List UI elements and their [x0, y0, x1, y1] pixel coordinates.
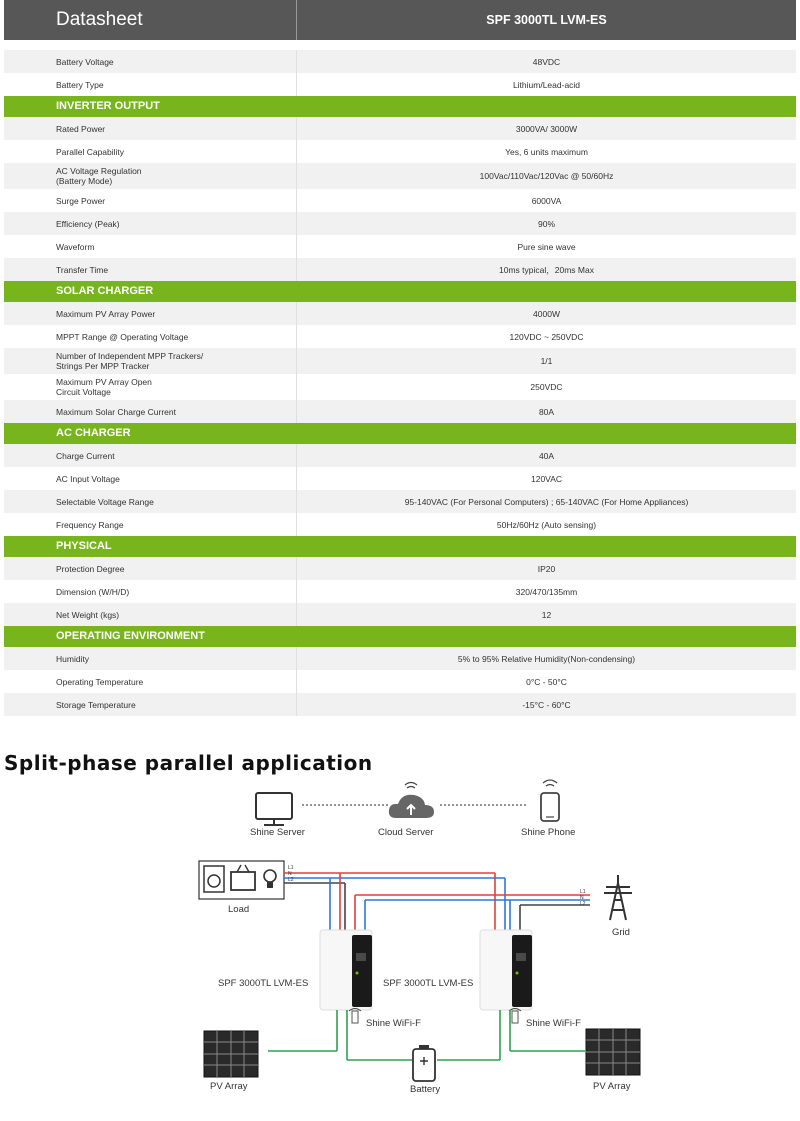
spec-value: 10ms typical，20ms Max	[296, 258, 796, 281]
pv-right-label: PV Array	[593, 1081, 631, 1092]
spec-value: 3000VA/ 3000W	[296, 117, 796, 140]
spec-label: Operating Temperature	[56, 676, 144, 687]
spec-row	[4, 140, 796, 163]
spec-value: 120VAC	[296, 467, 796, 490]
datasheet-title: Datasheet	[56, 9, 143, 30]
datasheet-header	[4, 0, 796, 40]
section-heading: PHYSICAL	[4, 536, 796, 557]
spec-row	[4, 302, 796, 325]
wifi-right-label: Shine WiFi-F	[526, 1018, 581, 1029]
load-label: Load	[228, 904, 250, 915]
spec-row	[4, 258, 796, 281]
spec-row	[4, 212, 796, 235]
spec-row	[4, 374, 796, 400]
spec-value: 90%	[296, 212, 796, 235]
inverter-right-label: SPF 3000TL LVM-ES	[383, 978, 474, 989]
wifi-left-label: Shine WiFi-F	[366, 1018, 421, 1029]
spec-value: 4000W	[296, 302, 796, 325]
spec-value: 95-140VAC (For Personal Computers) ; 65-140VAC (For Home Appliances)	[296, 490, 796, 513]
spec-label: AC Voltage Regulation (Battery Mode)	[56, 166, 142, 186]
spec-row	[4, 467, 796, 490]
spec-label: Rated Power	[56, 123, 106, 134]
spec-label: Battery Type	[56, 79, 104, 90]
inverter-right-icon	[480, 930, 532, 1010]
grid-l1-label: L1	[580, 889, 586, 895]
inverter-left-label: SPF 3000TL LVM-ES	[218, 978, 309, 989]
spec-label: Charge Current	[56, 450, 115, 461]
spec-row	[4, 163, 796, 189]
spec-row	[4, 603, 796, 626]
spec-label: Number of Independent MPP Trackers/ Strings Per MPP Tracker	[56, 351, 204, 371]
spec-label: Storage Temperature	[56, 699, 136, 710]
section-heading: INVERTER OUTPUT	[4, 96, 796, 117]
spec-label: Transfer Time	[56, 264, 109, 275]
pv-array-right-icon	[586, 1029, 640, 1075]
cloud-icon	[389, 783, 434, 819]
spec-value: 12	[296, 603, 796, 626]
spec-row	[4, 693, 796, 716]
load-n-label: N	[288, 871, 292, 877]
spec-value: 320/470/135mm	[296, 580, 796, 603]
spec-row	[4, 73, 796, 96]
battery-label: Battery	[410, 1084, 441, 1095]
section-heading: AC CHARGER	[4, 423, 796, 444]
battery-icon	[413, 1045, 435, 1081]
spec-value: 48VDC	[296, 50, 796, 73]
spec-value: 1/1	[296, 348, 796, 374]
spec-label: Maximum Solar Charge Current	[56, 406, 176, 417]
spec-label: MPPT Range @ Operating Voltage	[56, 331, 189, 342]
spec-row	[4, 235, 796, 258]
spec-label: Surge Power	[56, 195, 106, 206]
spec-value: 250VDC	[296, 374, 796, 400]
section-heading: OPERATING ENVIRONMENT	[4, 626, 796, 647]
spec-label: Selectable Voltage Range	[56, 496, 154, 507]
spec-row	[4, 513, 796, 536]
spec-row	[4, 670, 796, 693]
wifi-left-icon	[349, 1009, 361, 1024]
spec-row	[4, 189, 796, 212]
grid-n-label: N	[580, 895, 584, 901]
spec-label: Maximum PV Array Power	[56, 308, 156, 319]
spec-value: 6000VA	[296, 189, 796, 212]
spec-row	[4, 325, 796, 348]
load-l1-label: L1	[288, 865, 294, 871]
pv-left-label: PV Array	[210, 1081, 248, 1092]
spec-value: -15°C - 60°C	[296, 693, 796, 716]
spec-value: 50Hz/60Hz (Auto sensing)	[296, 513, 796, 536]
grid-label: Grid	[612, 927, 630, 938]
phone-icon	[541, 780, 559, 821]
spec-label: Maximum PV Array Open Circuit Voltage	[56, 377, 152, 397]
spec-value: Pure sine wave	[296, 235, 796, 258]
spec-value: IP20	[296, 557, 796, 580]
spec-label: Frequency Range	[56, 519, 124, 530]
grid-l2-label: L2	[580, 901, 586, 907]
spec-label: Net Weight (kgs)	[56, 609, 120, 620]
grid-tower-icon	[604, 875, 632, 920]
spec-row	[4, 490, 796, 513]
cloud-server-label: Cloud Server	[378, 827, 434, 838]
load-l2-label: L2	[288, 877, 294, 883]
shine-phone-label: Shine Phone	[521, 827, 576, 838]
spec-row	[4, 647, 796, 670]
spec-value: 0°C - 50°C	[296, 670, 796, 693]
monitor-icon	[256, 793, 292, 825]
spec-label: Humidity	[56, 653, 90, 664]
model-name: SPF 3000TL LVM-ES	[296, 0, 796, 40]
application-title: Split-phase parallel application	[4, 751, 373, 775]
application-diagram	[0, 775, 800, 1116]
spec-label: Efficiency (Peak)	[56, 218, 120, 229]
load-appliances-icon	[199, 861, 284, 899]
spec-row	[4, 580, 796, 603]
spec-label: Dimension (W/H/D)	[56, 586, 130, 597]
spec-label: Waveform	[56, 241, 95, 252]
spec-label: Parallel Capability	[56, 146, 125, 157]
spec-row	[4, 348, 796, 374]
section-heading: SOLAR CHARGER	[4, 281, 796, 302]
spec-value: Yes, 6 units maximum	[296, 140, 796, 163]
inverter-left-icon	[320, 930, 372, 1010]
ac-output-lines	[284, 873, 505, 930]
spec-value: 5% to 95% Relative Humidity(Non-condensing)	[296, 647, 796, 670]
spec-row	[4, 117, 796, 140]
spec-label: Protection Degree	[56, 563, 125, 574]
spec-value: 80A	[296, 400, 796, 423]
spec-row	[4, 444, 796, 467]
pv-array-left-icon	[204, 1031, 258, 1077]
spec-value: 40A	[296, 444, 796, 467]
spec-row	[4, 50, 796, 73]
spec-table	[4, 50, 796, 716]
spec-label: Battery Voltage	[56, 56, 114, 67]
spec-row	[4, 400, 796, 423]
spec-value: 100Vac/110Vac/120Vac @ 50/60Hz	[296, 163, 796, 189]
spec-value: 120VDC ~ 250VDC	[296, 325, 796, 348]
grid-lines	[355, 895, 590, 930]
spec-value: Lithium/Lead-acid	[296, 73, 796, 96]
spec-label: AC Input Voltage	[56, 473, 120, 484]
shine-server-label: Shine Server	[250, 827, 305, 838]
spec-row	[4, 557, 796, 580]
